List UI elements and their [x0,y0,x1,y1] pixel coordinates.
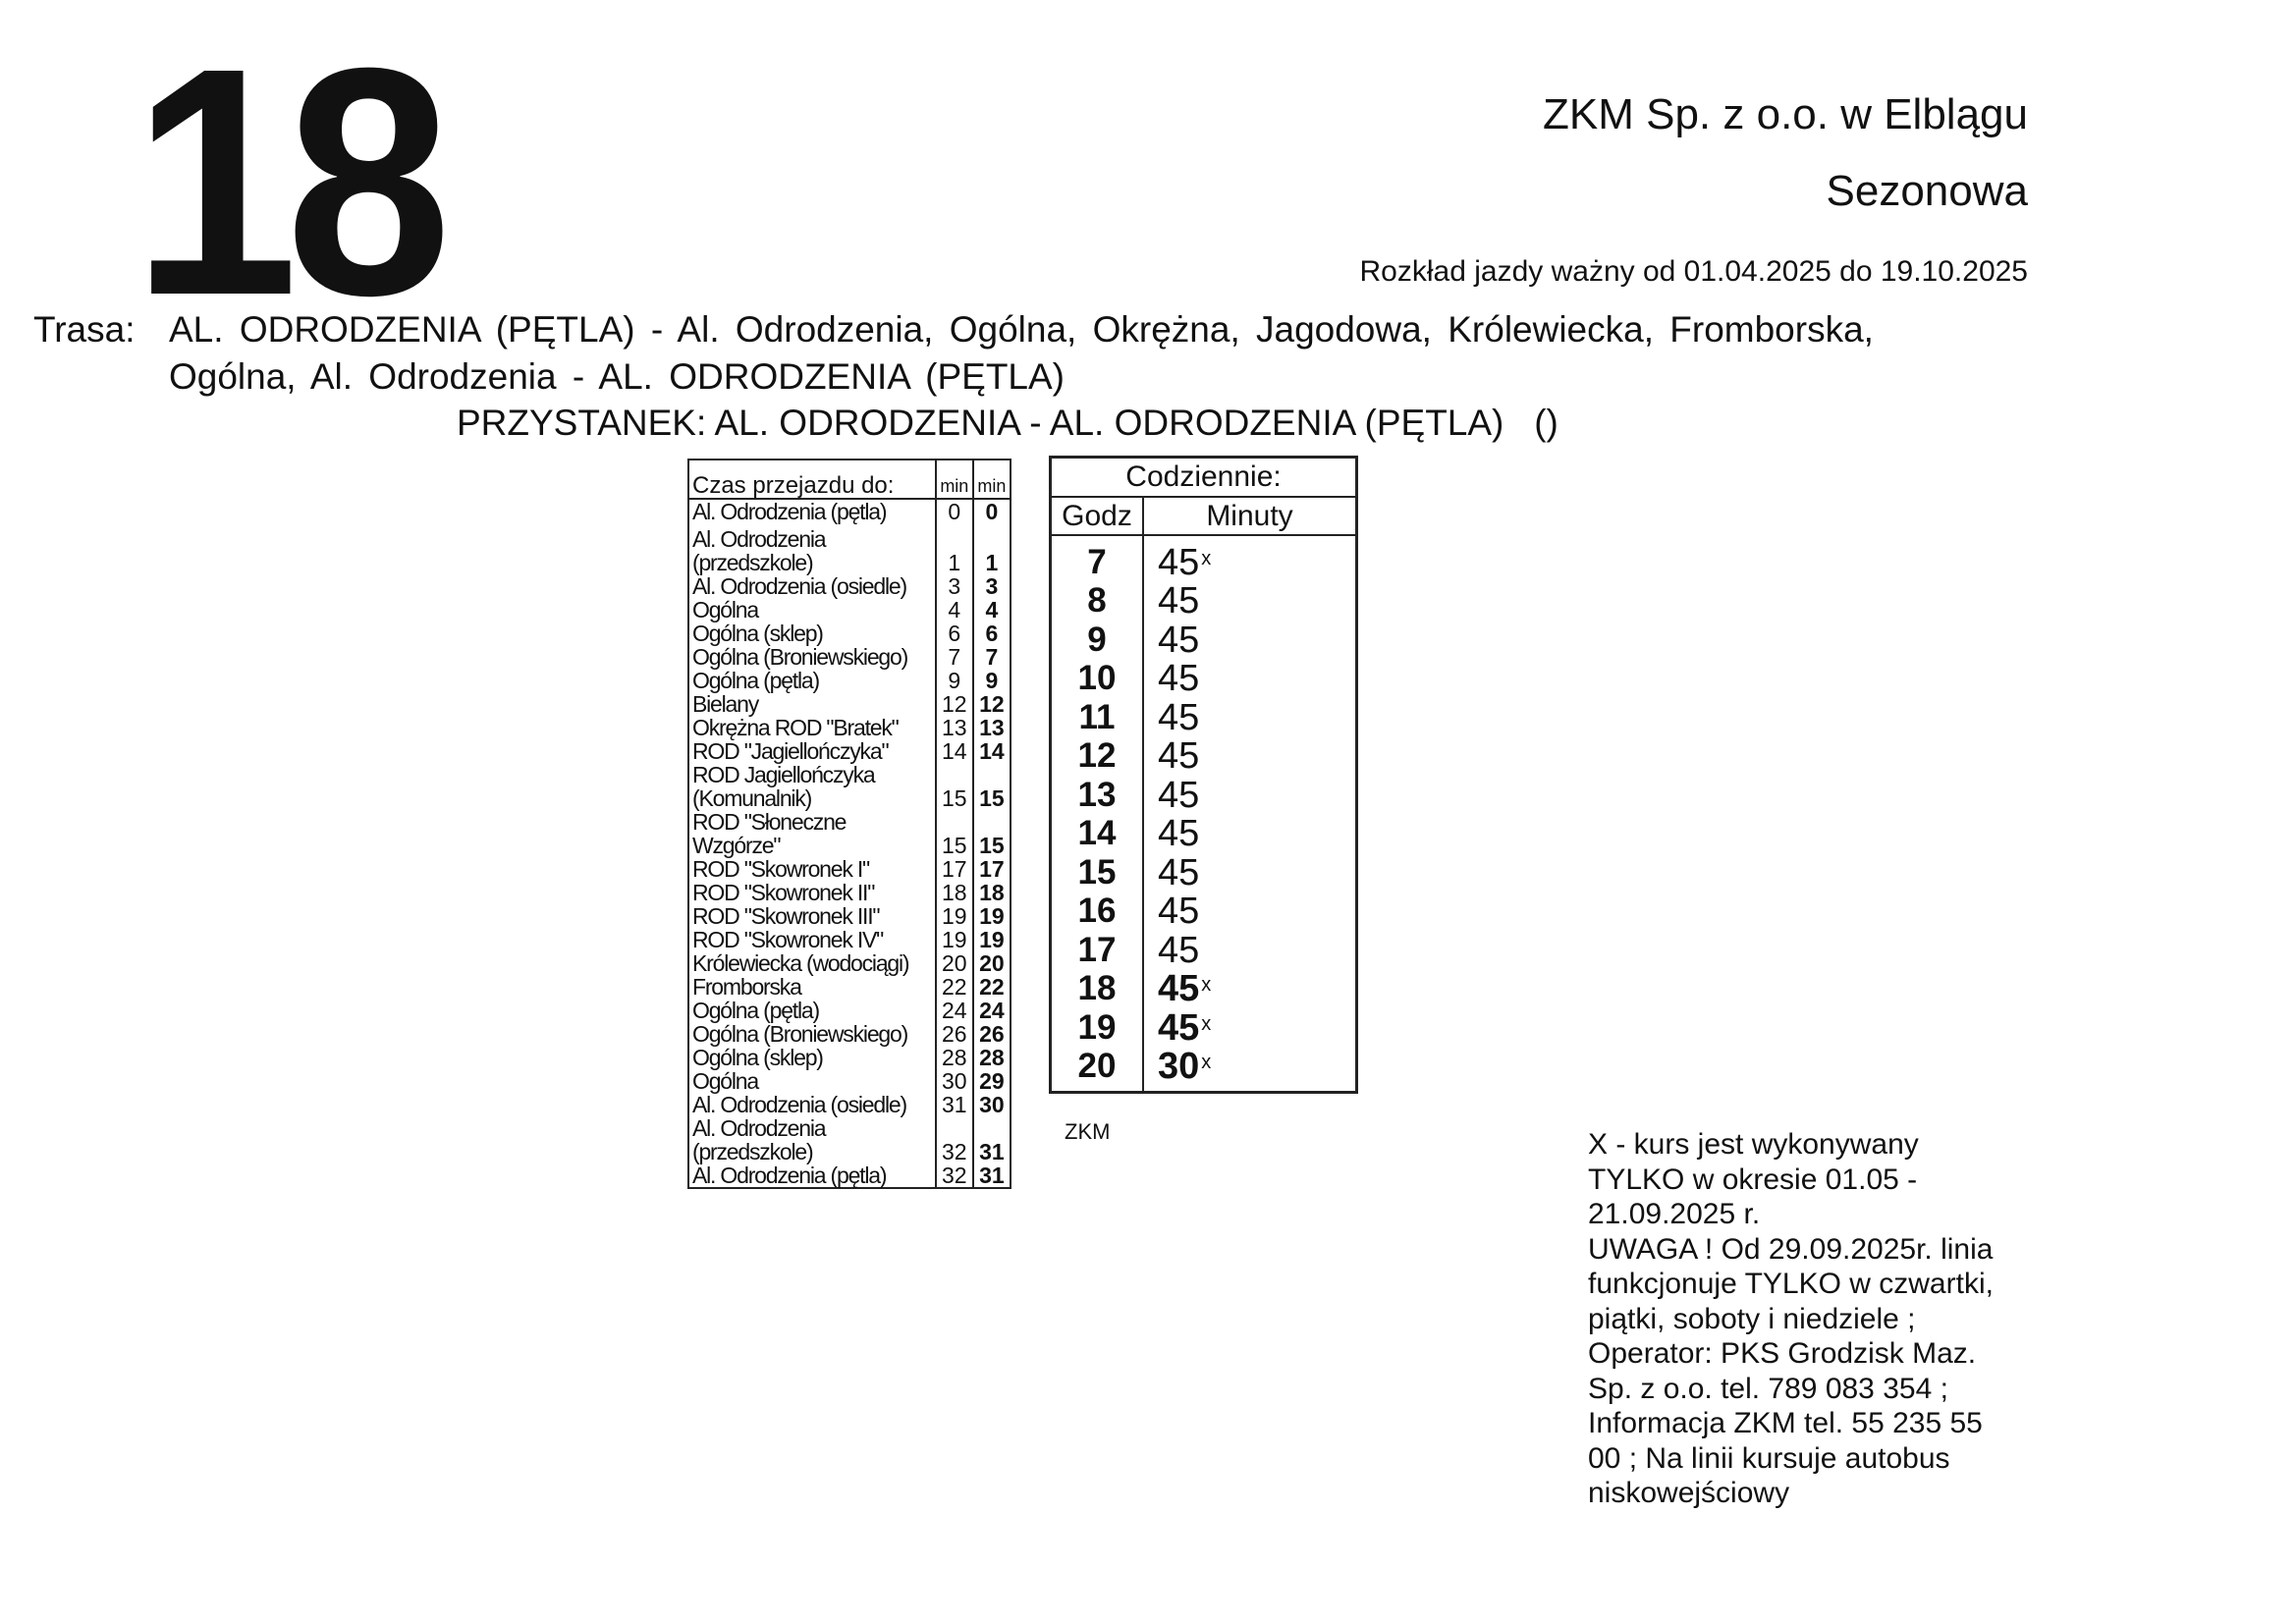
travel-minutes-alt: 7 [973,645,1011,669]
departure-rows [1052,536,1355,1085]
table-row [688,523,1011,574]
table-row [688,739,1011,763]
departure-hour: 17 [1077,930,1117,969]
table-row [688,1093,1011,1116]
travel-times-body [688,499,1011,1188]
route-label: Trasa: [33,309,136,350]
departure-row [1052,736,1355,776]
travel-minutes-alt: 4 [973,598,1011,622]
departure-minutes [1142,893,1199,930]
travel-minutes: 24 [936,999,973,1022]
departure-hour: 15 [1077,852,1117,892]
travel-times-header-label: Czas przejazdu do: [688,460,936,499]
table-row [688,951,1011,975]
travel-minutes: 32 [936,1163,973,1188]
departure-minute: 45 [1158,968,1200,1009]
departure-minute: 45 [1158,541,1200,583]
travel-minutes-alt: 9 [973,669,1011,692]
travel-minutes: 30 [936,1069,973,1093]
departure-minutes [1142,815,1199,852]
travel-minutes-alt: 20 [973,951,1011,975]
departure-minutes [1142,660,1199,697]
departure-row [1052,581,1355,621]
travel-minutes: 6 [936,622,973,645]
travel-minutes-alt: 30 [973,1093,1011,1116]
departure-minutes [1142,541,1212,583]
departure-minutes [1142,1048,1211,1085]
departure-hour: 18 [1077,969,1117,1007]
departure-row [1052,892,1355,931]
stop-name: Królewiecka (wodociągi) [692,950,909,976]
stop-name: Ogólna (pętla) [692,998,819,1023]
travel-minutes-alt: 19 [973,928,1011,951]
min-column-header: min [936,460,973,499]
departure-hour: 9 [1087,620,1107,659]
route-text: AL. ODRODZENIA (PĘTLA) - Al. Odrodzenia, Ogólna, Okrężna, Jagodowa, Królewiecka, Fromborska, Ogólna, Al. Odrodzenia - AL. ODRODZENIA (PĘTLA) [169,309,1874,397]
departure-row [1052,542,1355,581]
course-mark: x [1201,1012,1212,1035]
stop-name: ROD "Skowronek III" [692,903,880,929]
note-course-mark: X - kurs jest wykonywany TYLKO w okresie 01.05 - 21.09.2025 r. [1588,1128,1919,1230]
stop-name: Ogólna [692,1068,758,1094]
table-row [688,1022,1011,1046]
stop-name: ROD "Skowronek II" [692,880,875,905]
stop-name: Ogólna (sklep) [692,1045,823,1070]
departure-minute: 45 [1158,774,1200,816]
travel-minutes-alt: 3 [973,574,1011,598]
departure-row [1052,969,1355,1008]
stop-name: Al. Odrodzenia (pętla) [692,1163,887,1188]
table-row [688,928,1011,951]
departure-hour: 11 [1078,697,1116,736]
table-row [688,1069,1011,1093]
minutes-column-header: Minuty [1206,500,1293,532]
departure-minute: 45 [1158,696,1200,738]
departure-row [1052,775,1355,814]
stop-name: Ogólna (Broniewskiego) [692,644,908,670]
travel-minutes-alt: 31 [973,1116,1011,1163]
travel-minutes-alt: 1 [973,523,1011,574]
min-column-header: min [973,460,1011,499]
departure-row [1052,852,1355,892]
carrier-label: ZKM [1065,1119,1111,1144]
travel-minutes-alt: 15 [973,763,1011,810]
departure-minutes [1142,696,1200,738]
travel-minutes-alt: 22 [973,975,1011,999]
departure-row [1052,659,1355,698]
departure-hour: 14 [1077,814,1117,852]
departure-minute: 45 [1158,1006,1200,1049]
departure-minutes [1142,737,1199,775]
table-row [688,999,1011,1022]
departure-minute: 45 [1158,735,1200,777]
departure-hour: 19 [1077,1007,1117,1047]
stop-name: Al. Odrodzenia (pętla) [692,499,887,524]
travel-minutes: 28 [936,1046,973,1069]
table-row [688,1046,1011,1069]
departure-row [1052,697,1355,736]
travel-minutes: 7 [936,645,973,669]
departure-hour: 8 [1087,581,1107,620]
travel-minutes: 15 [936,810,973,857]
table-row [688,669,1011,692]
travel-minutes: 12 [936,692,973,716]
stop-name: ROD "Jagiellończyka" [692,738,889,764]
departure-minute: 45 [1158,580,1200,622]
table-row [688,904,1011,928]
departures-title: Codziennie: [1052,459,1355,498]
travel-minutes-alt: 14 [973,739,1011,763]
stop-name: ROD Jagiellończyka (Komunalnik) [692,762,875,811]
travel-minutes-alt: 13 [973,716,1011,739]
departure-row [1052,814,1355,853]
stop-name: Fromborska [692,974,801,1000]
travel-minutes: 18 [936,881,973,904]
departure-hour: 10 [1077,659,1117,697]
departure-row [1052,620,1355,659]
travel-minutes: 17 [936,857,973,881]
table-row [688,1163,1011,1188]
departure-row [1052,1047,1355,1086]
departure-row [1052,930,1355,969]
course-mark: x [1201,1052,1212,1073]
departure-minute: 45 [1158,813,1200,854]
stop-name: Bielany [692,691,759,717]
departure-hour: 7 [1087,542,1107,581]
table-row [688,716,1011,739]
travel-minutes: 15 [936,763,973,810]
stop-name: Ogólna [692,597,758,622]
company-name: ZKM Sp. z o.o. w Elblągu [1543,90,2028,138]
course-mark: x [1201,547,1212,569]
departures-table [1049,456,1358,1094]
travel-minutes-alt: 15 [973,810,1011,857]
travel-minutes: 9 [936,669,973,692]
table-row [688,574,1011,598]
travel-minutes-alt: 18 [973,881,1011,904]
travel-minutes: 13 [936,716,973,739]
table-row [688,1116,1011,1163]
departure-minutes [1142,774,1200,816]
travel-minutes-alt: 26 [973,1022,1011,1046]
course-mark: x [1201,974,1212,996]
table-row [688,598,1011,622]
stop-name: Al. Odrodzenia (osiedle) [692,573,906,599]
departures-header [1052,498,1355,536]
travel-minutes-alt: 6 [973,622,1011,645]
travel-minutes: 26 [936,1022,973,1046]
stop-name: Ogólna (pętla) [692,668,819,693]
column-divider [1142,536,1144,1091]
travel-minutes: 4 [936,598,973,622]
travel-minutes: 0 [936,499,973,523]
stop-name: Al. Odrodzenia (przedszkole) [692,1115,826,1164]
travel-times-table [687,459,1011,1189]
travel-minutes-alt: 19 [973,904,1011,928]
departure-minutes [1142,582,1199,620]
departure-minute: 45 [1158,658,1200,699]
departure-hour: 12 [1077,736,1117,775]
stop-name: ROD "Skowronek I" [692,856,869,882]
stop-name: Al. Odrodzenia (osiedle) [692,1092,906,1117]
travel-minutes: 32 [936,1116,973,1163]
travel-minutes-alt: 28 [973,1046,1011,1069]
table-row [688,499,1011,523]
travel-minutes-alt: 29 [973,1069,1011,1093]
table-row [688,645,1011,669]
table-row [688,622,1011,645]
hour-column-header: Godz [1052,498,1144,534]
travel-minutes: 20 [936,951,973,975]
travel-minutes-alt: 0 [973,499,1011,523]
departure-hour: 16 [1077,892,1117,930]
stop-name: Okrężna ROD "Bratek" [692,715,899,740]
travel-minutes: 3 [936,574,973,598]
departure-minute: 45 [1158,851,1200,893]
departure-minute: 45 [1158,891,1200,932]
departure-minutes [1142,851,1200,893]
stop-title: PRZYSTANEK: AL. ODRODZENIA - AL. ODRODZENIA (PĘTLA) () [457,403,1558,443]
travel-minutes: 1 [936,523,973,574]
stop-name: Ogólna (sklep) [692,621,823,646]
travel-minutes: 19 [936,928,973,951]
travel-minutes-alt: 17 [973,857,1011,881]
travel-minutes-alt: 24 [973,999,1011,1022]
departure-minutes [1142,970,1211,1007]
travel-minutes: 14 [936,739,973,763]
departure-hour: 20 [1077,1047,1117,1085]
note-warning-text: UWAGA ! Od 29.09.2025r. linia funkcjonuje TYLKO w czwartki, piątki, soboty i niedziele ; Operator: PKS Grodzisk Maz. Sp. z o.o. tel. 789 083 354 ; Informacja ZKM tel. 55 235 55 00 ; Na linii kursuje autobus niskowejściowy [1588,1232,1994,1509]
departure-minute: 45 [1158,929,1200,971]
stop-name: Al. Odrodzenia (przedszkole) [692,526,826,575]
line-number: 18 [133,0,439,362]
stop-name: Ogólna (Broniewskiego) [692,1021,908,1047]
table-row [688,975,1011,999]
travel-times-header [688,460,1011,499]
table-row [688,810,1011,857]
travel-minutes-alt: 12 [973,692,1011,716]
departure-minute: 45 [1158,619,1200,661]
notes [1588,1127,2020,1511]
departure-row [1052,1007,1355,1047]
travel-minutes: 22 [936,975,973,999]
table-row [688,881,1011,904]
departure-minutes [1142,929,1200,971]
table-row [688,763,1011,810]
travel-minutes-alt: 31 [973,1163,1011,1188]
departure-minutes [1142,619,1200,661]
schedule-variant: Sezonowa [1826,167,2028,215]
departure-minute: 30 [1158,1046,1200,1087]
departure-minutes [1142,1006,1212,1049]
departures-body [1052,536,1355,1091]
stop-name: ROD "Skowronek IV" [692,927,884,952]
travel-minutes: 31 [936,1093,973,1116]
note-warning [1588,1232,2020,1511]
stop-name: ROD "Słoneczne Wzgórze" [692,809,847,858]
table-row [688,857,1011,881]
table-row [688,692,1011,716]
travel-minutes: 19 [936,904,973,928]
departure-hour: 13 [1077,775,1117,814]
validity-period: Rozkład jazdy ważny od 01.04.2025 do 19.10.2025 [1359,255,2028,288]
